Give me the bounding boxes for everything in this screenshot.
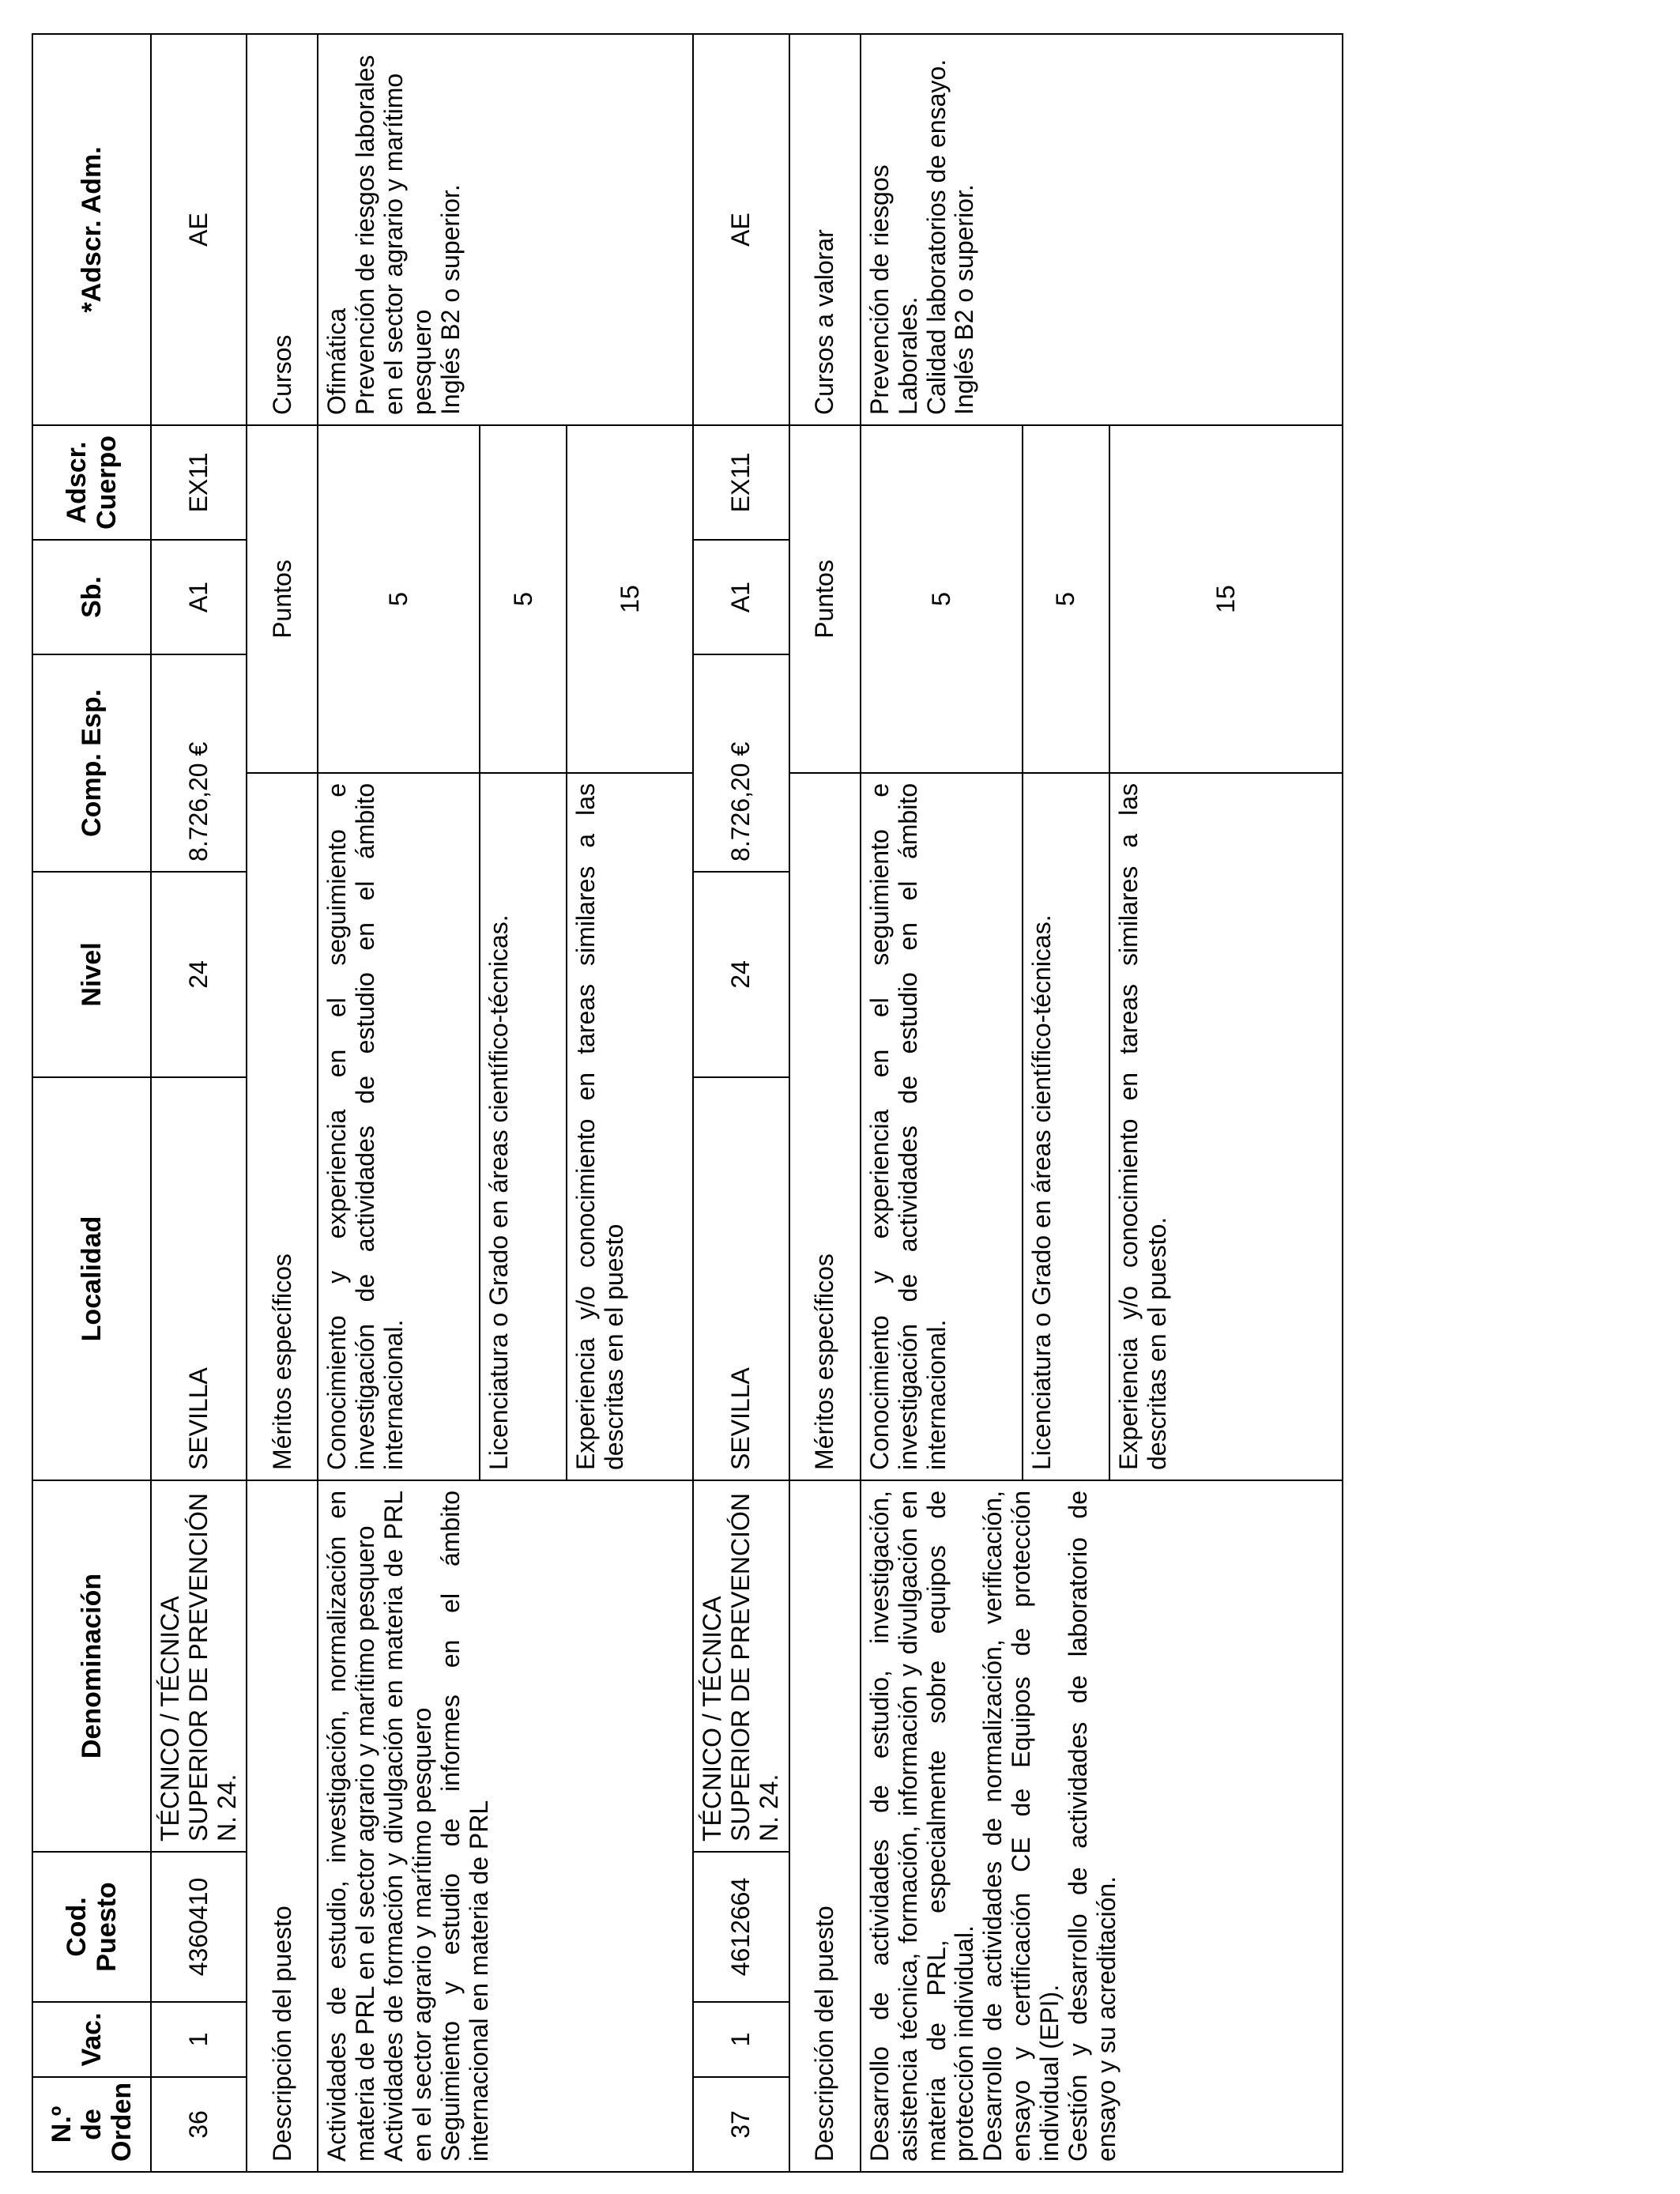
sb-cell: A1 (693, 540, 789, 654)
section-labels-row (789, 34, 861, 2172)
descripcion-item: Actividades de estudio, investigación, normalización en materia de PRL en el sector agrario y marítimo pesquero (322, 1491, 380, 2162)
descripcion-item: Actividades de formación y divulgación en materia de PRL en el sector agrario y marítimo pesquero (379, 1491, 436, 2162)
header-comp: Comp. Esp. (32, 654, 151, 872)
details-row (861, 34, 1023, 2172)
header-cuerpo: Adscr. Cuerpo (32, 425, 151, 540)
details-row (318, 34, 480, 2172)
sb-cell: A1 (151, 540, 247, 654)
descripcion-cell (318, 1480, 693, 2172)
cod-cell: 4360410 (151, 1852, 247, 2002)
merito-text: Conocimiento y experiencia en el seguimiento e investigación de actividades de estudio en el ámbito internacional. (861, 773, 1023, 1480)
header-denominacion: Denominación (32, 1480, 151, 1852)
denominacion-cell: TÉCNICO / TÉCNICA SUPERIOR DE PREVENCIÓN N. 24. (151, 1480, 247, 1852)
nivel-cell: 24 (151, 872, 247, 1077)
rotated-table-container (32, 35, 1343, 2173)
header-cod: Cod. Puesto (32, 1852, 151, 2002)
comp-cell: 8.726,20 € (693, 654, 789, 872)
merito-text: Experiencia y/o conocimiento en tareas similares a las descritas en el puesto. (1109, 773, 1343, 1480)
section-labels-row (247, 34, 318, 2172)
adm-cell: AE (693, 34, 789, 425)
merito-text: Licenciatura o Grado en áreas científico-técnicas. (480, 773, 567, 1480)
merito-puntos: 5 (480, 425, 567, 773)
cursos-valorar-label: Cursos a valorar (789, 34, 861, 425)
meritos-label: Méritos específicos (247, 773, 318, 1480)
vac-cell: 1 (151, 2002, 247, 2077)
header-row (32, 34, 151, 2172)
merito-text: Conocimiento y experiencia en el seguimiento e investigación de actividades de estudio en el ámbito internacional. (318, 773, 480, 1480)
descripcion-item: Gestión y desarrollo de actividades de laboratorio de ensayo y su acreditación. (1063, 1491, 1121, 2162)
localidad-cell: SEVILLA (151, 1077, 247, 1480)
comp-cell: 8.726,20 € (151, 654, 247, 872)
header-adm: *Adscr. Adm. (32, 34, 151, 425)
header-localidad: Localidad (32, 1077, 151, 1480)
adm-cell: AE (151, 34, 247, 425)
merito-puntos: 15 (567, 425, 693, 773)
descripcion-item: Seguimiento y estudio de informes en el ámbito internacional en materia de PRL (435, 1491, 493, 2162)
puntos-label: Puntos (789, 425, 861, 773)
cursos-cell (318, 34, 693, 425)
descripcion-item: Desarrollo de actividades de estudio, investigación, asistencia técnica, formación, información y divulgación en materia de PRL, especialmente sobre equipos de protección individual. (864, 1491, 979, 2162)
post-row (151, 34, 247, 2172)
puntos-label: Puntos (247, 425, 318, 773)
localidad-cell: SEVILLA (693, 1077, 789, 1480)
header-sb: Sb. (32, 540, 151, 654)
curso-item: Inglés B2 o superior. (950, 184, 979, 415)
descripcion-label: Descripción del puesto (247, 1480, 318, 2172)
descripcion-item: Desarrollo de actividades de normalización, verificación, ensayo y certificación CE de Equipos de protección individual (EPI). (978, 1491, 1064, 2162)
orden-cell: 36 (151, 2077, 247, 2172)
cuerpo-cell: EX11 (151, 425, 247, 540)
merito-text: Experiencia y/o conocimiento en tareas similares a las descritas en el puesto (567, 773, 693, 1480)
curso-item: Inglés B2 o superior. (435, 184, 465, 415)
descripcion-cell (861, 1480, 1343, 2172)
cuerpo-cell: EX11 (693, 425, 789, 540)
curso-item: Prevención de riesgos laborales en el sector agrario y marítimo pesquero (351, 55, 436, 415)
header-vac: Vac. (32, 2002, 151, 2077)
denominacion-cell: TÉCNICO / TÉCNICA SUPERIOR DE PREVENCIÓN N. 24. (693, 1480, 789, 1852)
merito-puntos: 5 (861, 425, 1023, 773)
header-orden: N.º de Orden (32, 2077, 151, 2172)
job-posts-table (32, 33, 1343, 2173)
cursos-cell (861, 34, 1343, 425)
meritos-label: Méritos específicos (789, 773, 861, 1480)
orden-cell: 37 (693, 2077, 789, 2172)
curso-item: Calidad laboratorios de ensayo. (921, 58, 951, 415)
cod-cell: 4612664 (693, 1852, 789, 2002)
nivel-cell: 24 (693, 872, 789, 1077)
descripcion-label: Descripción del puesto (789, 1480, 861, 2172)
merito-puntos: 5 (1023, 425, 1109, 773)
curso-item: Ofimática (322, 307, 352, 415)
merito-puntos: 5 (318, 425, 480, 773)
merito-puntos: 15 (1109, 425, 1343, 773)
header-nivel: Nivel (32, 872, 151, 1077)
cursos-label: Cursos (247, 34, 318, 425)
merito-text: Licenciatura o Grado en áreas científico-técnicas. (1023, 773, 1109, 1480)
curso-item: Prevención de riesgos Laborales. (864, 164, 922, 415)
vac-cell: 1 (693, 2002, 789, 2077)
post-row (693, 34, 789, 2172)
